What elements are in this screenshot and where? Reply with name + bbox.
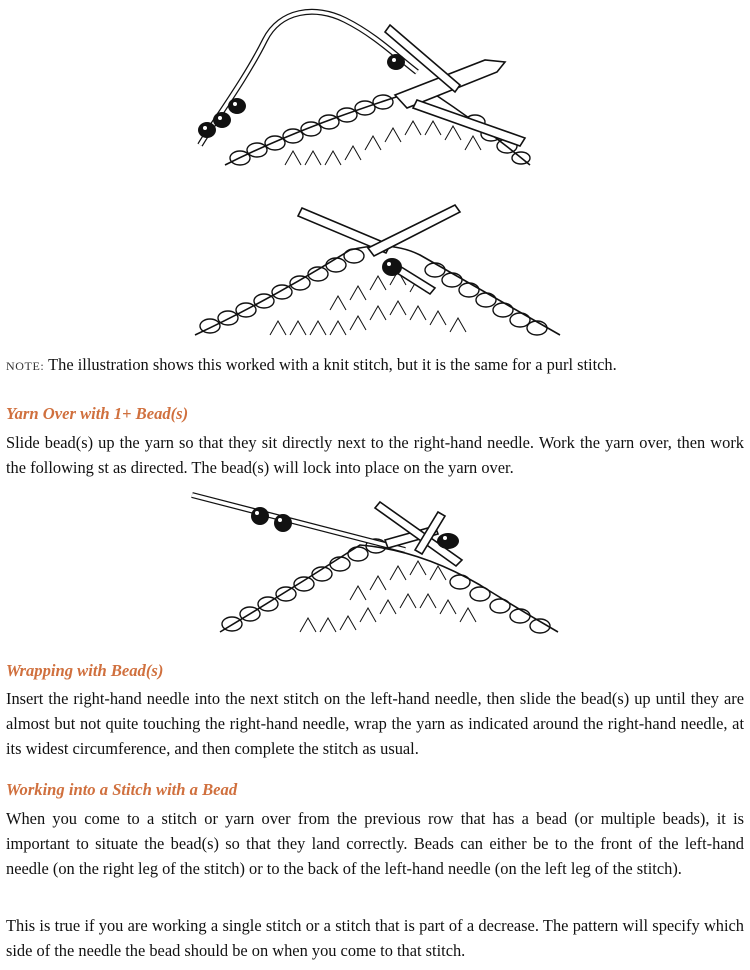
- heading-working-into: Working into a Stitch with a Bead: [6, 780, 238, 799]
- bead: [382, 258, 402, 276]
- heading-wrapping: Wrapping with Bead(s): [6, 661, 164, 680]
- working-into-body-2: This is true if you are working a single stitch or a stitch that is part of a decrease. The pattern will specify which side of the needle the bead should be on when you come to that stitch.: [6, 916, 744, 960]
- wrapping-body: Insert the right-hand needle into the next stitch on the left-hand needle, then slide the bead(s) up until they are almost but not quite touching the right-hand needle, wrap the yarn as indicated around the right-hand needle, at its widest circumference, and then complete the stitch as usual.: [6, 689, 744, 758]
- note-label: NOTE:: [6, 359, 45, 373]
- heading-yarn-over: Yarn Over with 1+ Bead(s): [6, 404, 189, 423]
- yarn-over-bead-illustration: [190, 490, 560, 635]
- bead-locked-illustration: [190, 200, 565, 340]
- bead-slide-illustration: [185, 0, 540, 170]
- note-paragraph: [6, 352, 744, 379]
- note-text: The illustration shows this worked with a knit stitch, but it is the same for a purl stitch.: [44, 355, 617, 374]
- working-into-body: When you come to a stitch or yarn over from the previous row that has a bead (or multiple beads), it is important to situate the bead(s) so that they land correctly. Beads can either be to the front of the left-hand needle (on the right leg of the stitch) or to the back of the left-hand needle (on the left leg of the stitch).: [6, 809, 744, 878]
- yarn-over-body: Slide bead(s) up the yarn so that they sit directly next to the right-hand needle. Work the yarn over, then work the following st as directed. The bead(s) will lock into place on the yarn over.: [6, 433, 744, 477]
